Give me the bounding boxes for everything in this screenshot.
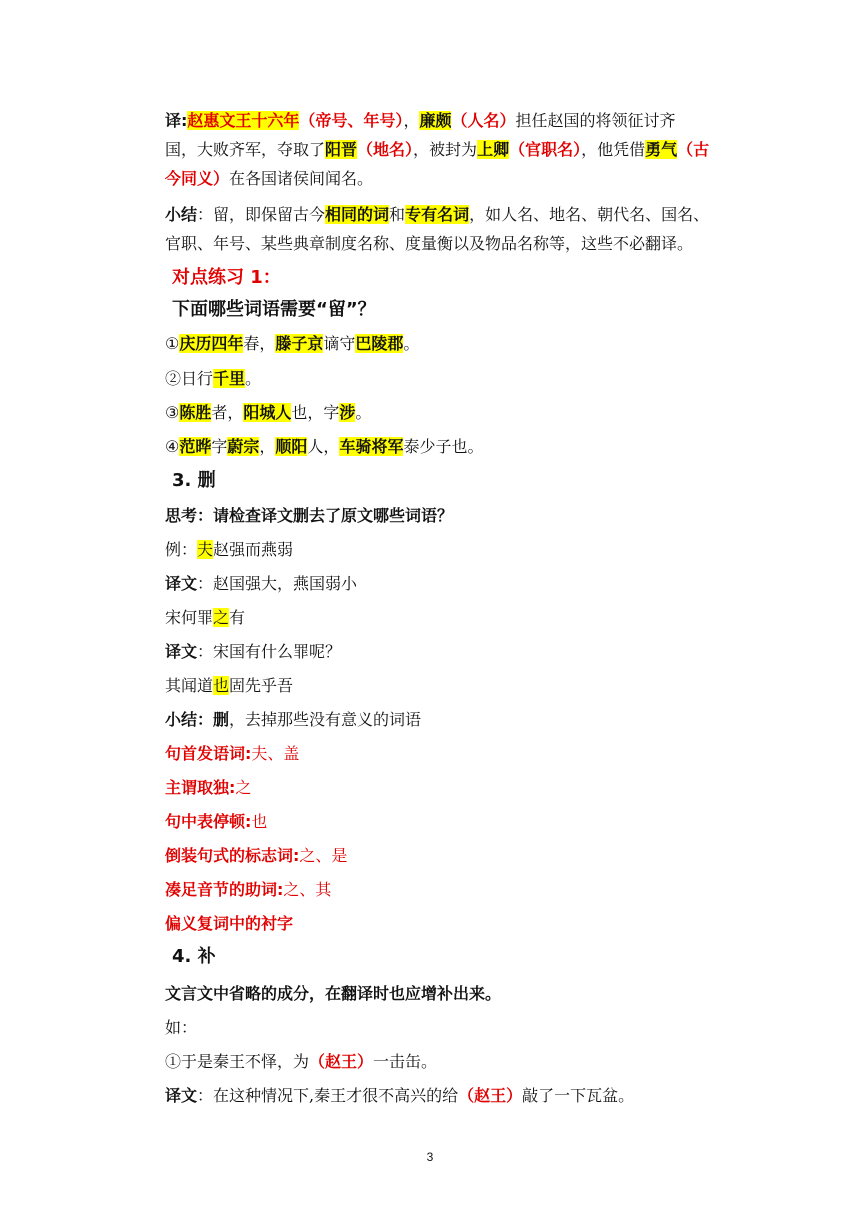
text-line [165, 1017, 197, 1039]
text-span: 也 [251, 812, 268, 831]
text-span: 下面哪些词语需要“留”？ [172, 299, 376, 320]
text-span: 小结 [165, 205, 198, 224]
text-span: 一击缶。 [373, 1052, 438, 1071]
text-line [165, 233, 693, 255]
text-span: （帝号、年号） [299, 111, 404, 130]
text-line [165, 402, 371, 424]
text-line [165, 436, 483, 458]
text-line [165, 204, 709, 226]
text-span: 之、是 [299, 846, 348, 865]
text-line [165, 743, 299, 765]
text-span: 凑足音节的助词: [165, 880, 284, 899]
text-span: ①于是秦王不怿，为 [165, 1052, 310, 1071]
text-span: 之 [235, 778, 252, 797]
highlighted-term: 阳晋 [325, 140, 358, 159]
highlighted-term: 顺阳 [275, 437, 308, 456]
highlighted-term: 廉颇 [419, 111, 452, 130]
text-span: ，去掉那些没有意义的词语 [229, 710, 422, 729]
text-span: 宋何罪 [165, 608, 214, 627]
text-span: 在各国诸侯间闻名。 [229, 169, 374, 188]
text-line [165, 505, 453, 527]
highlighted-term: 蔚宗 [227, 437, 260, 456]
text-span: 泰少子也。 [403, 437, 484, 456]
highlighted-term: 涉 [339, 403, 356, 422]
page-number: 3 [426, 1150, 434, 1164]
highlighted-term: 勇气 [645, 140, 678, 159]
text-line [165, 709, 421, 731]
text-line [165, 368, 261, 390]
text-span: 国，大败齐军，夺取了 [165, 140, 326, 159]
text-span: 如： [165, 1018, 198, 1037]
text-span: 偏义复词中的衬字 [165, 914, 294, 933]
text-span: 主谓取独: [165, 778, 236, 797]
text-span: 者， [211, 403, 244, 422]
text-span: 担任赵国的将领征讨齐 [515, 111, 676, 130]
text-span: 赵强而燕弱 [213, 540, 294, 559]
text-line [165, 777, 251, 799]
highlighted-term: 也 [213, 676, 230, 695]
text-span: 译文 [165, 1086, 198, 1105]
text-span: 对点练习 1： [172, 267, 281, 288]
highlighted-term: 陈胜 [179, 403, 212, 422]
section-heading [172, 267, 281, 289]
text-span: 之、其 [283, 880, 332, 899]
text-line [165, 110, 676, 132]
text-span: （官职名） [509, 140, 582, 159]
text-span: 固先乎吾 [229, 676, 294, 695]
text-span: 也，字 [291, 403, 340, 422]
highlighted-term: 千里 [213, 369, 246, 388]
text-span: 译: [165, 111, 188, 130]
text-line [165, 139, 709, 161]
highlighted-term: 专有名词 [405, 205, 470, 224]
text-span: 3. 删 [172, 470, 216, 491]
highlighted-term: 夫 [197, 540, 214, 559]
text-span: ③ [165, 403, 180, 422]
text-line [165, 333, 419, 355]
text-span: ④ [165, 437, 180, 456]
highlighted-term: 范晔 [179, 437, 212, 456]
text-span: 译文 [165, 642, 198, 661]
text-span: ：在这种情况下,秦王才很不高兴的给 [197, 1086, 459, 1105]
highlighted-term: 阳城人 [243, 403, 292, 422]
text-span: （人名） [451, 111, 516, 130]
text-span: 文言文中省略的成分，在翻译时也应增补出来。 [165, 984, 502, 1003]
text-line [165, 607, 245, 629]
text-span: 官职、年号、某些典章制度名称、度量衡以及物品名称等，这些不必翻译。 [165, 234, 694, 253]
text-span: 句中表停顿: [165, 812, 252, 831]
text-span: 思考：请检查译文删去了原文哪些词语？ [165, 506, 454, 525]
highlighted-term: 之 [213, 608, 230, 627]
text-span: 字 [211, 437, 228, 456]
text-line [165, 1051, 437, 1073]
text-span: ：留，即保留古今 [197, 205, 326, 224]
text-span: 。 [403, 334, 420, 353]
text-span: 春， [243, 334, 276, 353]
text-span: ，被封为 [413, 140, 478, 159]
text-span: ：宋国有什么罪呢？ [197, 642, 342, 661]
text-span: 人， [307, 437, 340, 456]
text-line [165, 539, 293, 561]
text-span: 小结：删 [165, 710, 230, 729]
text-span: ， [403, 111, 420, 130]
highlighted-term: 上卿 [477, 140, 510, 159]
text-span: 今同义） [165, 169, 230, 188]
text-span: （古 [677, 140, 710, 159]
text-span: ，他凭借 [581, 140, 646, 159]
text-span: 译文 [165, 574, 198, 593]
highlighted-term: 滕子京 [275, 334, 324, 353]
text-span: ：赵国强大，燕国弱小 [197, 574, 358, 593]
text-span: 和 [389, 205, 406, 224]
text-span: 其闻道 [165, 676, 214, 695]
text-span: 倒装句式的标志词: [165, 846, 300, 865]
text-line [165, 811, 267, 833]
text-span: （地名） [357, 140, 414, 159]
text-span: 。 [245, 369, 262, 388]
highlighted-term: 相同的词 [325, 205, 390, 224]
text-span: 4. 补 [172, 946, 216, 967]
text-line [165, 983, 501, 1005]
text-line [165, 879, 331, 901]
text-line [165, 641, 341, 663]
highlighted-term: 赵惠文王十六年 [187, 111, 300, 130]
section-heading [172, 946, 216, 968]
text-span: （赵王） [309, 1052, 374, 1071]
text-span: 谪守 [323, 334, 356, 353]
section-heading [172, 299, 376, 321]
text-line [165, 168, 373, 190]
text-span: ① [165, 334, 180, 353]
highlighted-term: 巴陵郡 [355, 334, 404, 353]
text-span: ②日行 [165, 369, 214, 388]
highlighted-term: 庆历四年 [179, 334, 244, 353]
text-line [165, 1085, 634, 1107]
text-span: 敲了一下瓦盆。 [522, 1086, 635, 1105]
text-span: 例： [165, 540, 198, 559]
highlighted-term: 车骑将军 [339, 437, 404, 456]
section-heading [172, 470, 216, 492]
text-span: 句首发语词: [165, 744, 252, 763]
text-span: （赵王） [458, 1086, 523, 1105]
text-line [165, 675, 293, 697]
text-line [165, 845, 347, 867]
text-span: 。 [355, 403, 372, 422]
text-line [165, 913, 293, 935]
text-span: ，如人名、地名、朝代名、国名、 [469, 205, 710, 224]
text-span: ， [259, 437, 276, 456]
text-line [165, 573, 357, 595]
text-span: 有 [229, 608, 246, 627]
text-span: 夫、盖 [251, 744, 300, 763]
